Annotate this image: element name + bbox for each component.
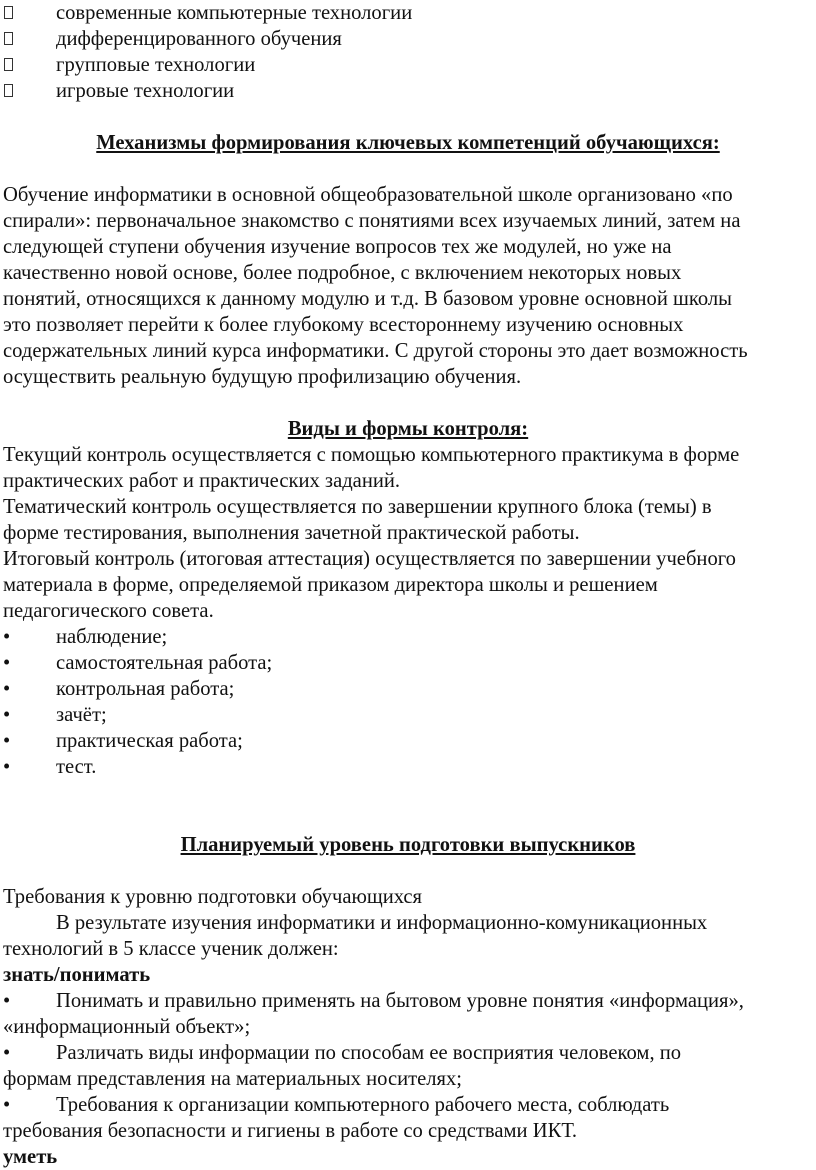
list-item-continuation: «информационный объект»; bbox=[3, 1016, 251, 1038]
checkbox-square-icon bbox=[4, 84, 13, 97]
paragraph-line: педагогического совета. bbox=[3, 600, 214, 622]
control-forms-list bbox=[3, 624, 813, 780]
bullet-icon: • bbox=[3, 730, 11, 752]
paragraph-line: В результате изучения информатики и информационно-комуникационных bbox=[56, 912, 708, 934]
technologies-list bbox=[3, 0, 813, 104]
paragraph-line: Тематический контроль осуществляется по завершении крупного блока (темы) в bbox=[3, 496, 712, 518]
paragraph-line: качественно новой основе, более подробное, с включением некоторых новых bbox=[3, 262, 682, 284]
bullet-icon: • bbox=[3, 626, 11, 648]
bullet-icon: • bbox=[3, 1094, 11, 1116]
paragraph-line: Текущий контроль осуществляется с помощью компьютерного практикума в форме bbox=[3, 444, 740, 466]
document-page bbox=[3, 0, 813, 1170]
know-list bbox=[3, 988, 813, 1144]
list-item: дифференцированного обучения bbox=[3, 26, 813, 52]
paragraph-line: форме тестирования, выполнения зачетной практической работы. bbox=[3, 522, 580, 544]
bullet-icon: • bbox=[3, 990, 11, 1012]
list-item-continuation: требования безопасности и гигиены в работе со средствами ИКТ. bbox=[3, 1120, 577, 1142]
checkbox-square-icon bbox=[4, 6, 13, 19]
paragraph-line: Итоговый контроль (итоговая аттестация) осуществляется по завершении учебного bbox=[3, 548, 736, 570]
list-item: • зачёт; bbox=[3, 704, 107, 726]
paragraph-line: осуществить реальную будущую профилизацию обучения. bbox=[3, 366, 522, 388]
list-item: • наблюдение; bbox=[3, 626, 168, 648]
list-item: игровые технологии bbox=[3, 78, 813, 104]
list-item: • контрольная работа; bbox=[3, 678, 235, 700]
list-item: • самостоятельная работа; bbox=[3, 652, 273, 674]
section-heading-control: Виды и формы контроля: bbox=[287, 418, 529, 440]
bullet-icon: • bbox=[3, 756, 11, 778]
requirements-title: Требования к уровню подготовки обучающихся bbox=[3, 886, 423, 908]
section-heading-mechanisms: Механизмы формирования ключевых компетенций обучающихся: bbox=[96, 132, 720, 154]
list-item-continuation: формам представления на материальных носителях; bbox=[3, 1068, 463, 1090]
bullet-icon: • bbox=[3, 678, 11, 700]
list-item: групповые технологии bbox=[3, 52, 813, 78]
control-paragraph bbox=[3, 442, 813, 624]
bullet-icon: • bbox=[3, 1042, 11, 1064]
know-label: знать/понимать bbox=[3, 964, 151, 986]
paragraph-line: Обучение информатики в основной общеобразовательной школе организовано «по bbox=[3, 184, 733, 206]
paragraph-line: следующей ступени обучения изучение вопросов тех же модулей, но уже на bbox=[3, 236, 672, 258]
bullet-icon: • bbox=[3, 704, 11, 726]
can-label: уметь bbox=[3, 1146, 58, 1168]
paragraph-line: материала в форме, определяемой приказом директора школы и решением bbox=[3, 574, 658, 596]
checkbox-square-icon bbox=[4, 32, 13, 45]
paragraph-line: понятий, относящихся к данному модулю и т.д. В базовом уровне основной школы bbox=[3, 288, 732, 310]
paragraph-line: спирали»: первоначальное знакомство с понятиями всех изучаемых линий, затем на bbox=[3, 210, 741, 232]
list-item: • тест. bbox=[3, 756, 97, 778]
checkbox-square-icon bbox=[4, 58, 13, 71]
paragraph-line: практических работ и практических заданий. bbox=[3, 470, 401, 492]
list-item: • практическая работа; bbox=[3, 730, 243, 752]
list-item: • Понимать и правильно применять на бытовом уровне понятия «информация», bbox=[3, 990, 744, 1012]
paragraph-line: содержательных линий курса информатики. С другой стороны это дает возможность bbox=[3, 340, 748, 362]
paragraph-line: технологий в 5 классе ученик должен: bbox=[3, 938, 339, 960]
list-item: современные компьютерные технологии bbox=[3, 0, 813, 26]
list-item: • Различать виды информации по способам ее восприятия человеком, по bbox=[3, 1042, 682, 1064]
section-heading-level: Планируемый уровень подготовки выпускников bbox=[180, 834, 636, 856]
paragraph-line: это позволяет перейти к более глубокому всестороннему изучению основных bbox=[3, 314, 684, 336]
list-item: • Требования к организации компьютерного рабочего места, соблюдать bbox=[3, 1094, 670, 1116]
mechanisms-paragraph bbox=[3, 182, 813, 390]
bullet-icon: • bbox=[3, 652, 11, 674]
